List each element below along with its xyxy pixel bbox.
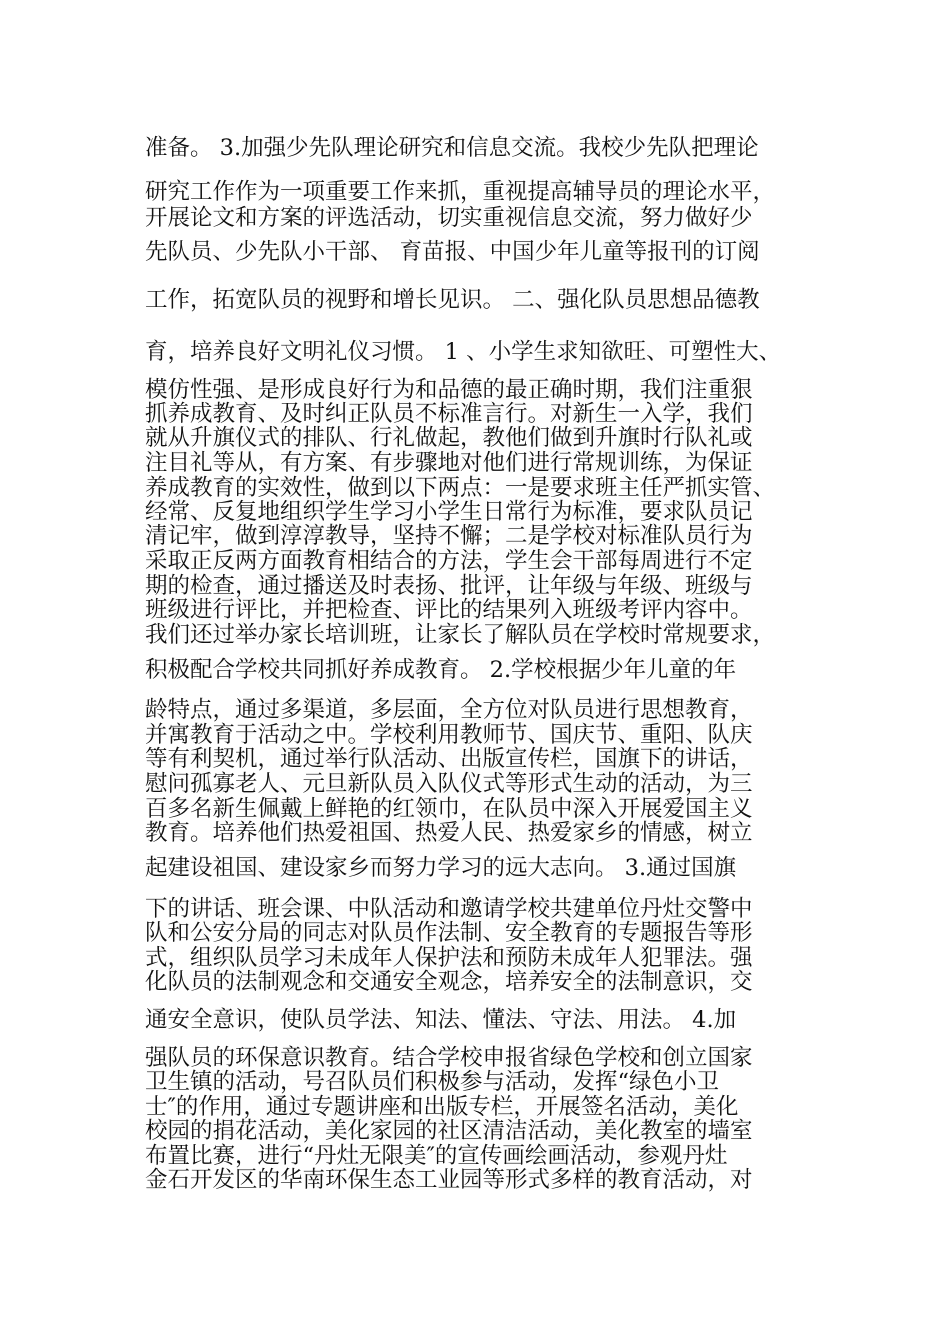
text-line-35: 布置比赛，进行“丹灶无限美″的宣传画绘画活动，参观丹灶 (145, 1143, 728, 1169)
text-line-31: 强队员的环保意识教育。结合学校申报省绿色学校和创立国家 (145, 1045, 753, 1071)
text-line-19: 龄特点，通过多渠道，多层面，全方位对队员进行思想教育， (145, 697, 753, 723)
text-line-21: 等有利契机，通过举行队活动、出版宣传栏，国旗下的讲话， (145, 746, 753, 772)
text-line-3: 开展论文和方案的评选活动，切实重视信息交流，努力做好少 (145, 205, 753, 231)
text-line-33: 士″的作用，通过专题讲座和出版专栏，开展签名活动，美化 (145, 1094, 739, 1120)
text-line-12: 经常、反复地组织学生学习小学生日常行为标准，要求队员记 (145, 499, 753, 525)
text-line-15: 期的检查，通过播送及时表扬、批评，让年级与年级、班级与 (145, 573, 753, 599)
text-line-8: 抓养成教育、及时纠正队员不标准言行。对新生一入学，我们 (145, 401, 753, 427)
text-line-29: 化队员的法制观念和交通安全观念，培养安全的法制意识，交 (145, 969, 753, 995)
text-line-2: 研究工作作为一项重要工作来抓，重视提高辅导员的理论水平， (145, 179, 776, 205)
text-line-4: 先队员、少先队小干部、 育苗报、中国少年儿童等报刊的订阅 (145, 239, 760, 265)
text-line-25: 起建设祖国、建设家乡而努力学习的远大志向。 3.通过国旗 (145, 855, 737, 881)
text-line-28: 式，组织队员学习未成年人保护法和预防未成年人犯罪法。强 (145, 945, 753, 971)
text-line-11: 养成教育的实效性，做到以下两点：一是要求班主任严抓实管、 (145, 475, 776, 501)
text-line-10: 注目礼等从，有方案、有步骤地对他们进行常规训练，为保证 (145, 450, 753, 476)
text-line-20: 并寓教育于活动之中。学校利用教师节、国庆节、重阳、队庆 (145, 722, 753, 748)
text-line-6: 育，培养良好文明礼仪习惯。 1 、小学生求知欲旺、可塑性大、 (145, 339, 782, 365)
text-line-18: 积极配合学校共同抓好养成教育。 2.学校根据少年儿童的年 (145, 657, 737, 683)
text-line-1: 准备。 3.加强少先队理论研究和信息交流。我校少先队把理论 (145, 135, 759, 161)
text-line-24: 教育。培养他们热爱祖国、热爱人民、热爱家乡的情感，树立 (145, 820, 753, 846)
text-line-30: 通安全意识，使队员学法、知法、懂法、守法、用法。 4.加 (145, 1007, 737, 1033)
text-line-17: 我们还过举办家长培训班，让家长了解队员在学校时常规要求， (145, 622, 776, 648)
text-line-34: 校园的捐花活动，美化家园的社区清洁活动，美化教室的墙室 (145, 1118, 753, 1144)
text-line-13: 清记牢，做到淳淳教导，坚持不懈；二是学校对标准队员行为 (145, 523, 753, 549)
text-line-26: 下的讲话、班会课、中队活动和邀请学校共建单位丹灶交警中 (145, 896, 753, 922)
text-line-14: 采取正反两方面教育相结合的方法，学生会干部每周进行不定 (145, 548, 753, 574)
text-line-27: 队和公安分局的同志对队员作法制、安全教育的专题报告等形 (145, 920, 753, 946)
text-line-32: 卫生镇的活动，号召队员们积极参与活动，发挥“绿色小卫 (145, 1069, 720, 1095)
text-line-7: 模仿性强、是形成良好行为和品德的最正确时期，我们注重狠 (145, 377, 753, 403)
text-line-22: 慰问孤寡老人、元旦新队员入队仪式等形式生动的活动，为三 (145, 771, 753, 797)
text-line-36: 金石开发区的华南环保生态工业园等形式多样的教育活动，对 (145, 1167, 753, 1193)
text-line-5: 工作，拓宽队员的视野和增长见识。 二、强化队员思想品德教 (145, 287, 760, 313)
text-line-9: 就从升旗仪式的排队、行礼做起，教他们做到升旗时行队礼或 (145, 425, 753, 451)
text-line-16: 班级进行评比，并把检查、评比的结果列入班级考评内容中。 (145, 597, 753, 623)
text-line-23: 百多名新生佩戴上鲜艳的红领巾，在队员中深入开展爱国主义 (145, 796, 753, 822)
